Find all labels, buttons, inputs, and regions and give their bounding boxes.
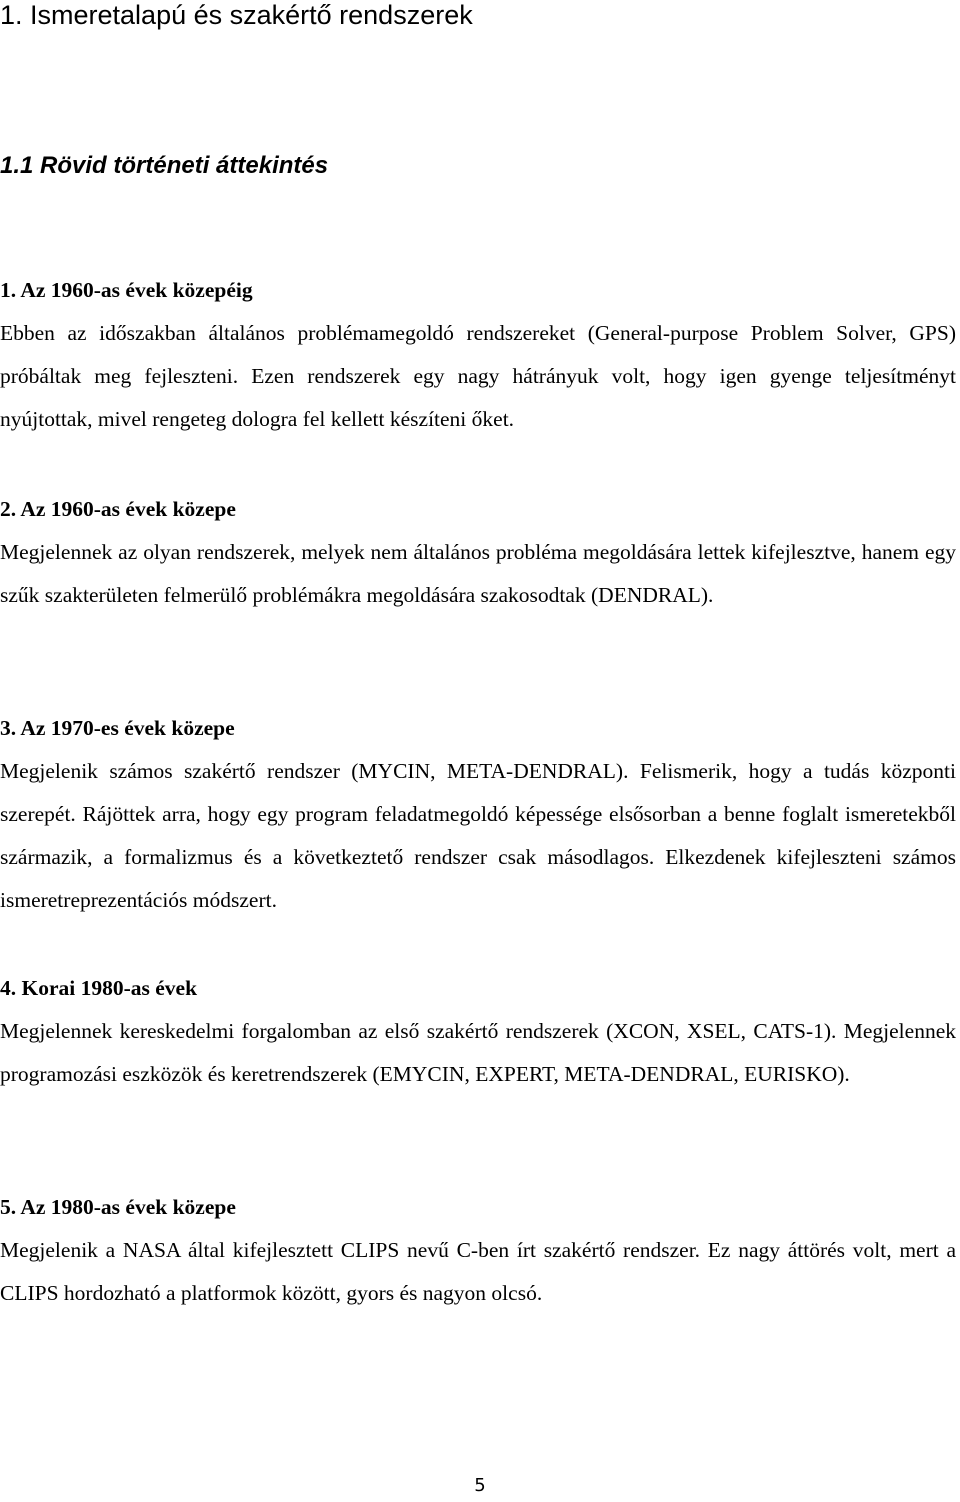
era-section-4 [0, 966, 956, 1096]
era-heading: 2. Az 1960-as évek közepe [0, 497, 236, 521]
page-number: 5 [474, 1475, 486, 1496]
era-section-3 [0, 706, 956, 922]
era-paragraph: Megjelenik számos szakértő rendszer (MYCIN, META-DENDRAL). Felismerik, hogy a tudás központi szerepét. Rájöttek arra, hogy egy program feladatmegoldó képessége elsősorban a benne foglalt ismeretekből származik, a formalizmus és a következtető rendszer csak másodlagos. Elkezdenek kifejleszteni számos ismeretreprezentációs módszert. [0, 759, 956, 912]
era-section-1 [0, 268, 956, 441]
era-heading: 1. Az 1960-as évek közepéig [0, 278, 253, 302]
era-paragraph: Megjelennek az olyan rendszerek, melyek nem általános probléma megoldására lettek kifejlesztve, hanem egy szűk szakterületen felmerülő problémákra megoldására szakosodtak (DENDRAL). [0, 540, 956, 607]
era-paragraph: Megjelennek kereskedelmi forgalomban az első szakértő rendszerek (XCON, XSEL, CATS-1). Megjelennek programozási eszközök és keretrendszerek (EMYCIN, EXPERT, META-DENDRAL, EURISKO). [0, 1019, 956, 1086]
era-heading: 5. Az 1980-as évek közepe [0, 1195, 236, 1219]
era-heading: 4. Korai 1980-as évek [0, 976, 198, 1000]
era-heading: 3. Az 1970-es évek közepe [0, 716, 235, 740]
section-subtitle: 1.1 Rövid történeti áttekintés [0, 152, 329, 179]
era-section-5 [0, 1185, 956, 1315]
era-paragraph: Ebben az időszakban általános problémamegoldó rendszereket (General-purpose Problem Solver, GPS) próbáltak meg fejleszteni. Ezen rendszerek egy nagy hátrányuk volt, hogy igen gyenge teljesítményt nyújtottak, mivel rengeteg dologra fel kellett készíteni őket. [0, 321, 956, 431]
page-title: 1. Ismeretalapú és szakértő rendszerek [0, 0, 473, 30]
era-paragraph: Megjelenik a NASA által kifejlesztett CLIPS nevű C-ben írt szakértő rendszer. Ez nagy áttörés volt, mert a CLIPS hordozható a platformok között, gyors és nagyon olcsó. [0, 1238, 956, 1305]
era-section-2 [0, 487, 956, 617]
